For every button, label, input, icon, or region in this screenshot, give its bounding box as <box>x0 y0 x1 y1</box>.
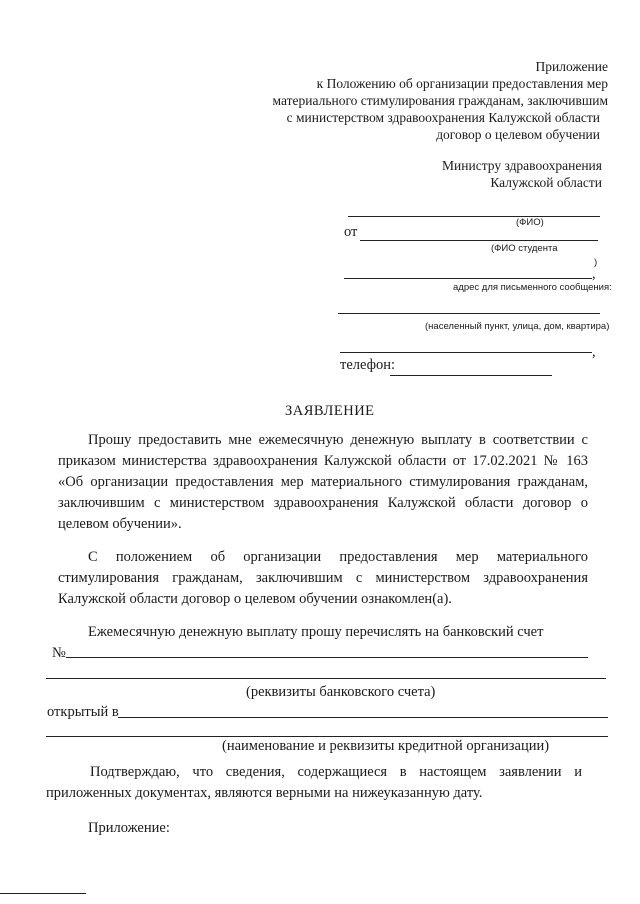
footer-line <box>0 893 86 894</box>
addressee-line-2: Калужской области <box>490 175 602 190</box>
paragraph-confirm <box>46 762 582 804</box>
student-extra-line[interactable] <box>344 278 592 279</box>
settlement-label: (населенный пункт, улица, дом, квартира) <box>425 321 610 332</box>
opened-in-label: открытый в <box>47 704 119 720</box>
paren-close: ) <box>594 257 598 268</box>
header-line-2: к Положению об организации предоставления мер <box>316 76 608 91</box>
paragraph-acquainted-text: С положением об организации предоставления мер материального стимулирования гражданам, заключившим с министерством здравоохранения Калужской области договор о целевом обучении ознакомлен(а). <box>58 549 588 607</box>
attachment-label: Приложение: <box>88 820 170 836</box>
settlement-line[interactable] <box>340 352 592 353</box>
phone-line[interactable] <box>390 375 552 376</box>
student-fio-label: (ФИО студента <box>491 243 558 254</box>
paragraph-transfer <box>58 622 588 643</box>
credit-org-line[interactable] <box>118 717 608 718</box>
paragraph-request-text: Прошу предоставить мне ежемесячную денежную выплату в соответствии с приказом министерства здравоохранения Калужской области от 17.02.2021 № 163 «Об организации предоставления мер материального стимулирования гражданам, заключившим с министерством здравоохранения Калужской области договор о целевом обучении». <box>58 432 588 532</box>
header-line-1: Приложение <box>535 59 608 74</box>
paragraph-confirm-text: Подтверждаю, что сведения, содержащиеся в настоящем заявлении и приложенных документах, являются верными на нижеуказанную дату. <box>46 764 582 801</box>
comma-2: , <box>592 344 596 360</box>
bank-details-label: (реквизиты банковского счета) <box>246 684 436 700</box>
header-line-4: с министерством здравоохранения Калужской области <box>286 110 600 125</box>
fio-label: (ФИО) <box>516 217 544 228</box>
header-line-3: материального стимулирования гражданам, заключившим <box>272 93 608 108</box>
page-title: ЗАЯВЛЕНИЕ <box>285 403 375 419</box>
phone-label: телефон: <box>340 357 396 373</box>
account-number-label: № <box>52 645 66 661</box>
fio-line[interactable] <box>348 216 600 217</box>
student-fio-line[interactable] <box>360 240 598 241</box>
credit-org-label: (наименование и реквизиты кредитной организации) <box>222 738 550 754</box>
account-number-line-2[interactable] <box>46 678 606 679</box>
paragraph-request <box>58 430 588 535</box>
comma-1: , <box>592 266 596 282</box>
address-line[interactable] <box>338 313 600 314</box>
paragraph-transfer-text: Ежемесячную денежную выплату прошу перечислять на банковский счет <box>88 624 544 640</box>
addressee-line-1: Министру здравоохранения <box>442 158 602 173</box>
account-number-line[interactable] <box>66 657 588 658</box>
header-line-5: договор о целевом обучении <box>436 127 600 142</box>
from-label: от <box>344 224 358 240</box>
paragraph-acquainted <box>58 547 588 610</box>
address-label: адрес для письменного сообщения: <box>453 282 612 293</box>
